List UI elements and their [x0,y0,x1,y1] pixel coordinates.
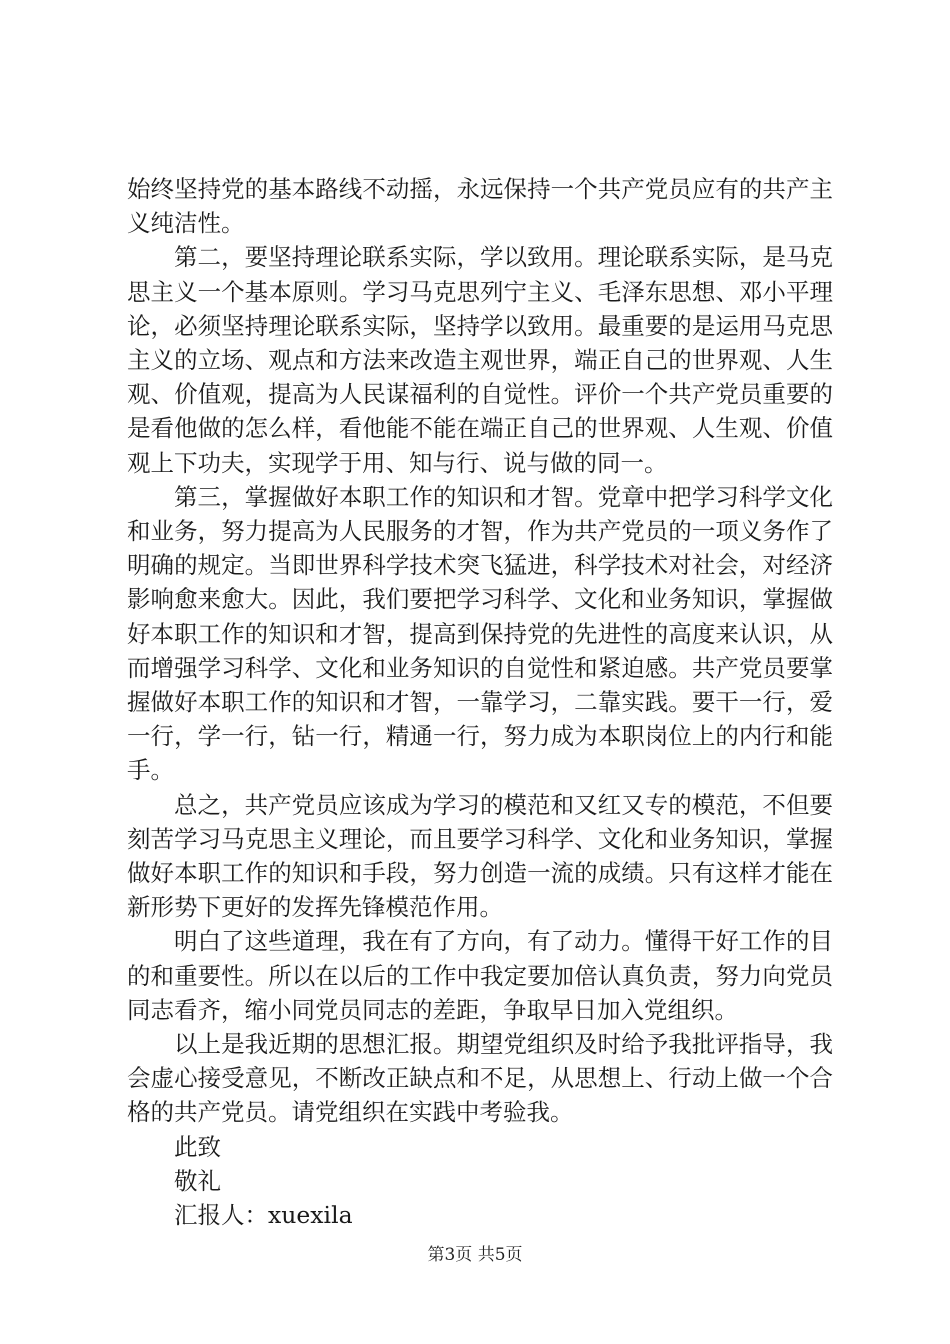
paragraph-understanding: 明白了这些道理，我在有了方向，有了动力。懂得干好工作的目的和重要性。所以在以后的工作中我定要加倍认真负责，努力向党员同志看齐，缩小同党员同志的差距，争取早日加入党组织。 [127,927,833,1024]
document-body [127,172,833,1232]
paragraph-continuation: 始终坚持党的基本路线不动摇，永远保持一个共产党员应有的共产主义纯洁性。 [127,175,833,238]
paragraph-third-point: 第三，掌握做好本职工作的知识和才智。党章中把学习科学文化和业务，努力提高为人民服务的才智，作为共产党员的一项义务作了明确的规定。当即世界科学技术突飞猛进，科学技术对社会，对经济影响愈来愈大。因此，我们要把学习科学、文化和业务知识，掌握做好本职工作的知识和才智，提高到保持党的先进性的高度来认识，从而增强学习科学、文化和业务知识的自觉性和紧迫感。共产党员要掌握做好本职工作的知识和才智，一靠学习，二靠实践。要干一行，爱一行，学一行，钻一行，精通一行，努力成为本职岗位上的内行和能手。 [127,482,833,785]
closing-salutation: 此致 [174,1132,221,1161]
page-number-footer: 第3页 共5页 [427,1245,523,1265]
reporter-signature: 汇报人：xuexila [174,1201,353,1230]
paragraph-second-point: 第二，要坚持理论联系实际，学以致用。理论联系实际，是马克思主义一个基本原则。学习马克思列宁主义、毛泽东思想、邓小平理论，必须坚持理论联系实际，坚持学以致用。最重要的是运用马克思主义的立场、观点和方法来改造主观世界，端正自己的世界观、人生观、价值观，提高为人民谋福利的自觉性。评价一个共产党员重要的是看他做的怎么样，看他能不能在端正自己的世界观、人生观、价值观上下功夫，实现学于用、知与行、说与做的同一。 [127,243,833,477]
paragraph-conclusion: 以上是我近期的思想汇报。期望党组织及时给予我批评指导，我会虚心接受意见，不断改正缺点和不足，从思想上、行动上做一个合格的共产党员。请党组织在实践中考验我。 [127,1030,833,1127]
paragraph-summary: 总之，共产党员应该成为学习的模范和又红又专的模范，不但要刻苦学习马克思主义理论，而且要学习科学、文化和业务知识，掌握做好本职工作的知识和手段，努力创造一流的成绩。只有这样才能在新形势下更好的发挥先锋模范作用。 [127,790,833,922]
closing-regards: 敬礼 [174,1166,221,1195]
